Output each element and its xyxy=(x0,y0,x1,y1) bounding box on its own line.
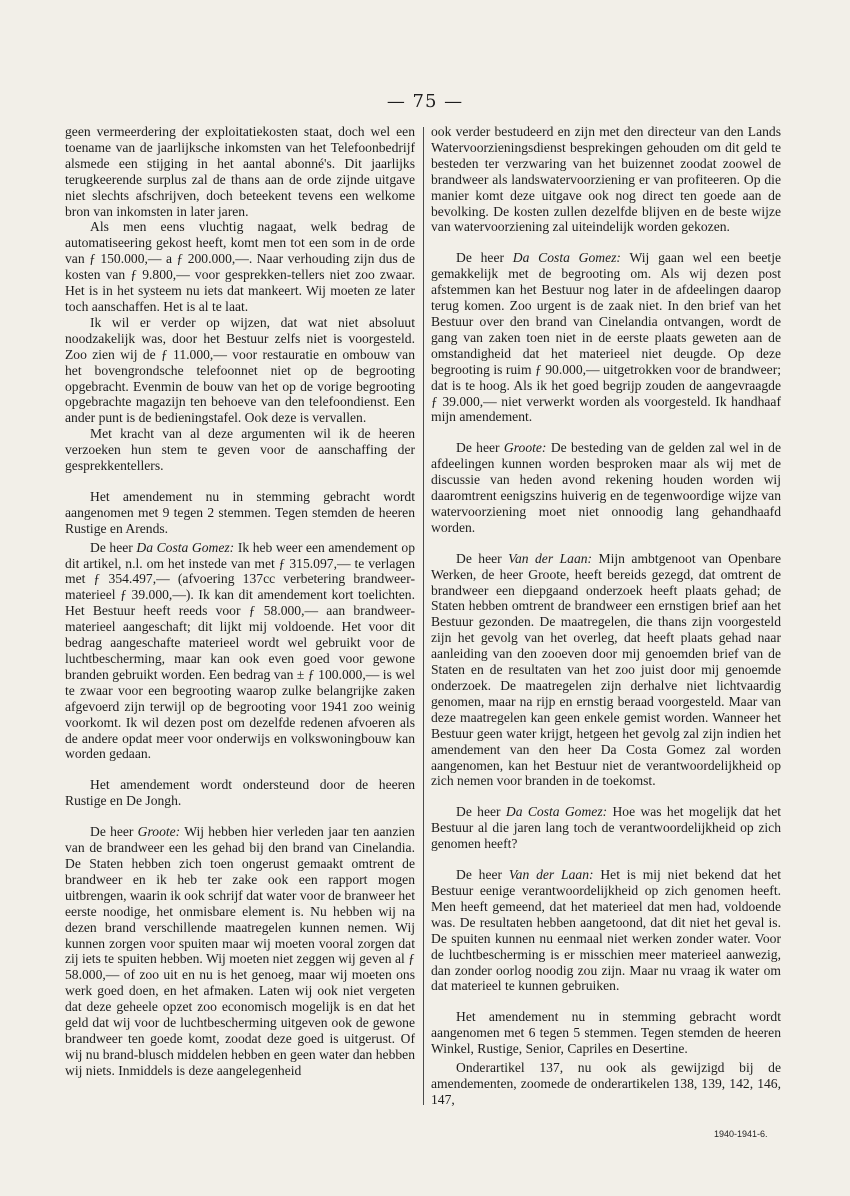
speaker-prefix: De heer xyxy=(456,250,513,266)
right-paragraph xyxy=(431,440,781,535)
speaker-name: Da Costa Gomez: xyxy=(136,539,235,555)
paragraph-text: Hoe was het mogelijk dat het Bestuur al die jaren lang toch de verantwoordelijkheid op zich genomen heeft? xyxy=(431,804,782,852)
right-paragraph xyxy=(431,250,781,425)
paragraph-text: Als men eens vluchtig nagaat, welk bedrag de automatiseering gekost heeft, komt men tot een som in de orde van ƒ 150.000,— a ƒ 200.000,—. Naar verhouding zijn dus de kosten van ƒ 9.800,— voor gesprekken-tellers niet zoo zwaar. Het is in het systeem nu iets dat mankeert. Wij moeten ze later toch aanschaffen. Het is al te laat. xyxy=(65,219,415,314)
paragraph-text: Het amendement nu in stemming gebracht wordt aangenomen met 6 tegen 5 stemmen. Tegen stemden de heeren Winkel, Rustige, Senior, Capriles en Desertine. xyxy=(431,1009,781,1057)
speaker-name: Groote: xyxy=(503,440,547,456)
right-paragraph xyxy=(431,867,781,994)
left-column xyxy=(65,124,415,1079)
speaker-prefix: De heer xyxy=(456,867,509,883)
paragraph-text: Onderartikel 137, nu ook als gewijzigd bij de amendementen, zoomede de onderartikelen 138, 139, 142, 146, 147, xyxy=(431,1060,781,1107)
speaker-name: Groote: xyxy=(137,824,181,840)
paragraph-text: Mijn ambtgenoot van Openbare Werken, de heer Groote, heeft bereids gezegd, dat omtrent de brandweer een diepgaand onderzoek heeft plaats gehad; de Staten hebben omtrent de brandweer een ernstigen brief aan het Bestuur gezonden. De maatregelen, die thans zijn voorgesteld zijn het gevolg van het overleg, dat heeft plaats gehad naar aanleiding van den zooeven door mij genoemden brief van de Staten en de resultaten van het zoo juist door mij genoemde onderzoek. De maatregelen zijn derhalve niet lichtvaardig genomen, maar na rijp en ernstig beraad voorgesteld. Maar van deze maatregelen kan geen enkele gemist worden. Wanneer het Bestuur geen water krijgt, hetgeen het gevolg zal zijn indien het amendement van den heer Da Costa Gomez zal worden aangenomen, kan het Bestuur niet de verantwoordelijkheid op zich nemen voor branden in de toekomst. xyxy=(431,550,781,789)
speaker-prefix: De heer xyxy=(456,804,506,820)
paragraph-text: Het is mij niet bekend dat het Bestuur eenige verantwoordelijkheid op zich genomen heeft. Men heeft gemeend, dat het materieel dat men had, voldoende was. De resultaten hebben aangetoond, dat dit niet het geval is. De spuiten kunnen nu eenmaal niet werken zonder water. Voor de luchtbescherming is er misschien meer materieel aanwezig, dan zonder oorlog noodig zou zijn. Maar nu vraag ik water om dat materieel te kunnen gebruiken. xyxy=(431,867,781,994)
paragraph-text: geen vermeerdering der exploitatiekosten staat, doch wel een toename van de jaarlijksche inkomsten van het Telefoonbedrijf alsmede een stijging in het aantal abonné's. Dit jaarlijks terugkeerende surplus zal de thans aan de orde zijnde uitgave niet slechts afschrijven, doch beteekent tevens een welkome bron van inkomsten in later jaren. xyxy=(65,124,415,219)
right-paragraph xyxy=(431,1009,781,1057)
paragraph-text: Met kracht van al deze argumenten wil ik de heeren verzoeken hun stem te geven voor de aanschaffing der gesprekkentellers. xyxy=(65,426,415,474)
right-paragraph xyxy=(431,1060,781,1108)
left-paragraph xyxy=(65,219,415,314)
left-paragraph xyxy=(65,540,415,763)
speaker-name: Van der Laan: xyxy=(508,867,594,883)
right-paragraph xyxy=(431,551,781,790)
paragraph-text: Het amendement wordt ondersteund door de heeren Rustige en De Jongh. xyxy=(65,777,415,809)
right-paragraph xyxy=(431,804,781,852)
paragraph-text: Ik wil er verder op wijzen, dat wat niet absoluut noodzakelijk was, door het Bestuur zelfs niet is voorgesteld. Zoo zien wij de ƒ 11.000,— voor restauratie en ombouw van het bovengrondsche telefoonnet niet op de begrooting opgebracht. Evenmin de bouw van het op de vorige begrooting opgebrachte magazijn ten behoeve van den telefoondienst. Een ander punt is de bedieningstafel. Ook deze is vervallen. xyxy=(65,314,415,426)
paragraph-text: ook verder bestudeerd en zijn met den directeur van den Lands Watervoorzieningsdienst besprekingen gehouden om dit geld te besteden ter verzwaring van het buizennet zoodat zoowel de brandweer als landswatervoorziening er van profiteeren. Op die manier komt deze uitgave ook nog direct ten goede aan de bevolking. De kosten zullen dezelfde blijven en de beste wijze van watervoorziening zal uiteindelijk worden gekozen. xyxy=(431,124,781,235)
speaker-name: Da Costa Gomez: xyxy=(512,250,621,266)
paragraph-text: Het amendement nu in stemming gebracht wordt aangenomen met 9 tegen 2 stemmen. Tegen stemden de heeren Rustige en Arends. xyxy=(65,488,415,536)
paragraph-text: De besteding van de gelden zal wel in de afdeelingen kunnen worden besproken maar als wij met de discussie van heden avond rekening houden worden wij daaromtrent eenigszins huiverig en de tegenwoordige wijze van watervoorziening moet niet onnoodig lang gehandhaafd worden. xyxy=(431,440,781,535)
column-divider xyxy=(423,127,424,1105)
paragraph-text: Wij gaan wel een beetje gemakkelijk met de begrooting om. Als wij dezen post afstemmen kan het Bestuur nog later in de afdeelingen daarop terug komen. Zoo urgent is de zaak niet. In den brief van het Bestuur over den brand van Cinelandia ontvangen, wordt de gang van zaken toen niet in de eerste plaats geweten aan de omstandigheid dat het materieel niet deugde. Op deze begrooting is ruim ƒ 90.000,— uitgetrokken voor de brandweer; dat is te hoog. Als ik het goed begrijp zouden de aangevraagde ƒ 39.000,— niet verwerkt worden als voorgesteld. Ik handhaaf mijn amendement. xyxy=(431,250,782,425)
left-paragraph xyxy=(65,777,415,809)
right-column xyxy=(431,124,781,1108)
footnote: 1940-1941-6. xyxy=(714,1129,768,1139)
left-paragraph xyxy=(65,824,415,1079)
speaker-prefix: De heer xyxy=(90,539,137,555)
speaker-prefix: De heer xyxy=(456,550,509,566)
speaker-prefix: De heer xyxy=(90,824,138,840)
left-paragraph xyxy=(65,315,415,426)
speaker-prefix: De heer xyxy=(456,440,504,456)
left-paragraph xyxy=(65,426,415,474)
speaker-name: Da Costa Gomez: xyxy=(505,804,608,820)
paragraph-text: Wij hebben hier verleden jaar ten aanzien van de brandweer een les gehad bij den brand van Cinelandia. De Staten hebben zich toen ongerust gemaakt omtrent de brandweer en ik heb ter zake ook een rapport mogen uitbrengen, waarin ik ook schrijf dat water voor de branweer het eerste noodige, het onmisbare element is. Nu hebben wij na dezen brand verschillende maatregelen kunnen nemen. Wij kunnen zorgen voor spuiten maar wij moeten vooral zorgen dat zij iets te spuiten hebben. Wij moeten niet zeggen wij geven al ƒ 58.000,— of zoo uit en nu is het genoeg, maar wij moeten ons werk goed doen, en het afmaken. Laten wij ook niet vergeten dat deze geheele opzet zoo economisch mogelijk is en dat het geld dat wij voor de luchtbescherming uitgeven ook de gewone brandweer ten goede komt, zoodat deze goed is uitgerust. Of wij nu brand-blusch middelen hebben en geen water dan hebben wij niets. Inmiddels is deze aangelegenheid xyxy=(65,824,415,1078)
speaker-name: Van der Laan: xyxy=(508,550,593,566)
right-paragraph xyxy=(431,124,781,235)
left-paragraph xyxy=(65,124,415,219)
paragraph-text: Ik heb weer een amendement op dit artikel, n.l. om het instede van met ƒ 315.097,— te verlagen met ƒ 354.497,— (afvoering 137cc verbetering brandweer-materieel ƒ 39.000,—). Ik kan dit amendement kort toelichten. Het Bestuur heeft reeds voor ƒ 58.000,— aan brandweer-materieel aangeschaft; dit lijkt mij voldoende. Het voor dit bedrag aangeschafte materieel wordt wel gebruikt voor de luchtbescherming, maar kan ook even goed voor gewone branden gebruikt worden. Een bedrag van ± ƒ 100.000,— is wel te zwaar voor een begrooting waarop zulke belangrijke zaken afgevoerd zijn terwijl op de begrooting voor 1941 zoo weinig voorkomt. Ik wil dezen post om dezelfde redenen afvoeren als de andere opdat meer voor onderwijs en volkswoningbouw kan worden gedaan. xyxy=(65,539,416,762)
left-paragraph xyxy=(65,489,415,537)
page-number: — 75 — xyxy=(386,91,464,112)
